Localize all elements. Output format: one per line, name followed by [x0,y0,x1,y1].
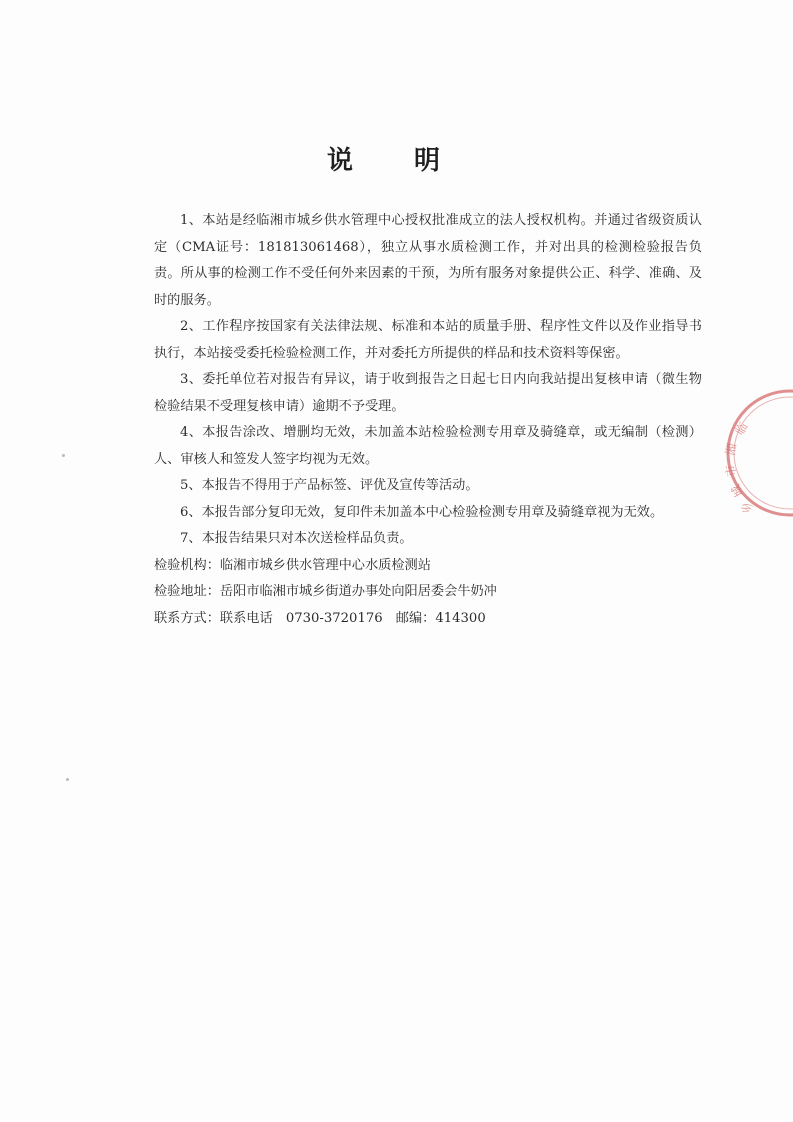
paragraph-4: 4、本报告涂改、增删均无效，未加盖本站检验检测专用章及骑缝章，或无编制（检测）人、审核人和签发人签字均视为无效。 [154,425,702,467]
page-title: 说 明 [326,146,467,176]
paragraph-1: 1、本站是经临湘市城乡供水管理中心授权批准成立的法人授权机构。并通过省级资质认定（CMA证号：181813061468），独立从事水质检测工作，并对出具的检测检验报告负责。所从事的检测工作不受任何外来因素的干预，为所有服务对象提供公正、科学、准确、及时的服务。 [154,213,702,308]
paragraph-2: 2、工作程序按国家有关法律法规、标准和本站的质量手册、程序性文件以及作业指导书执行，本站接受委托检验检测工作，并对委托方所提供的样品和技术资料等保密。 [154,319,702,361]
document-body [154,208,702,632]
svg-text:城: 城 [728,482,747,500]
testing-organization: 检验机构：临湘市城乡供水管理中心水质检测站 [154,557,431,573]
paragraph-5: 5、本报告不得用于产品标签、评优及宣传等活动。 [180,478,479,493]
seam-seal-stamp [690,378,793,528]
svg-text:市: 市 [723,463,739,478]
scan-speck [62,454,65,457]
scan-speck [66,778,69,781]
testing-address: 检验地址：岳阳市临湘市城乡街道办事处向阳居委会牛奶冲 [154,584,497,599]
svg-text:湘: 湘 [723,442,740,457]
paragraph-3: 3、委托单位若对报告有异议，请于收到报告之日起七日内向我站提出复核申请（微生物检验结果不受理复核申请）逾期不予受理。 [154,372,702,414]
svg-text:临: 临 [732,420,751,438]
paragraph-7: 7、本报告结果只对本次送检样品负责。 [180,531,413,546]
contact-info: 联系方式：联系电话 0730-3720176 邮编：414300 [154,610,486,626]
paragraph-6: 6、本报告部分复印无效，复印件未加盖本中心检验检测专用章及骑缝章视为无效。 [180,504,664,520]
svg-text:乡: 乡 [737,497,756,517]
